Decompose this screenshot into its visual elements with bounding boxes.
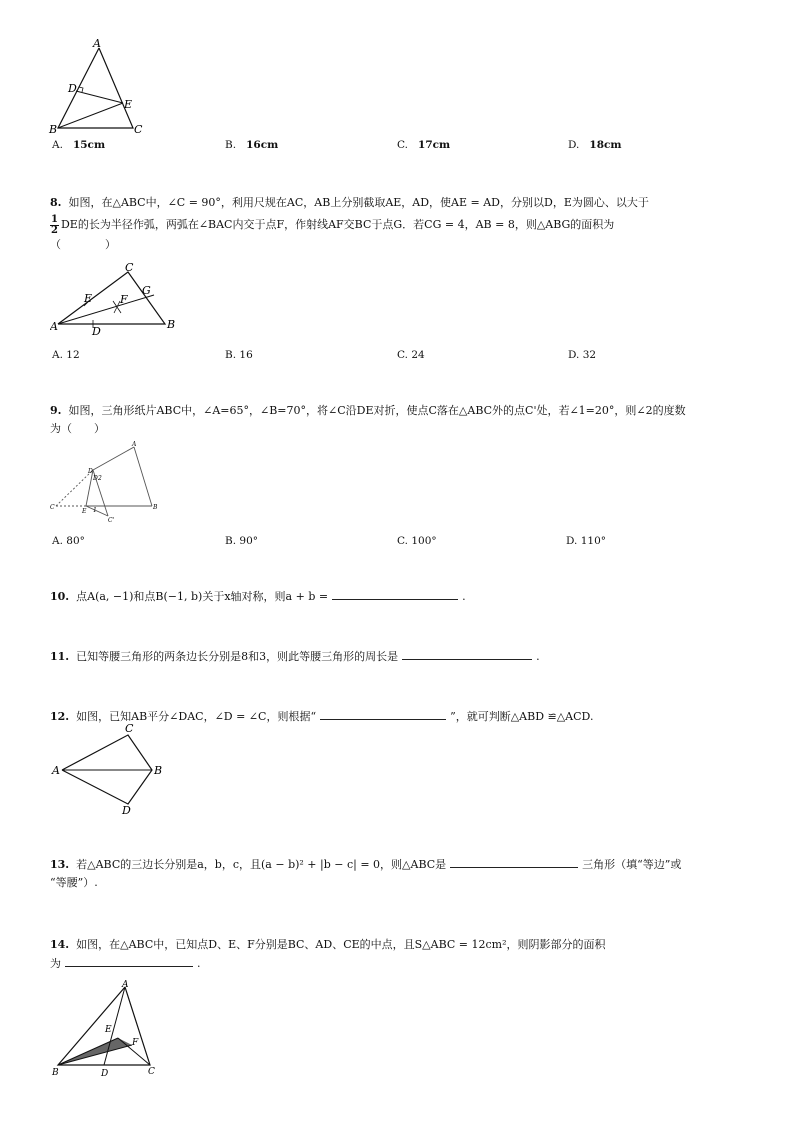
label-C-prime: C' (108, 517, 115, 524)
fraction-half: $\frac{1}{2}$ (51, 213, 58, 236)
label-D: D (122, 804, 131, 817)
label-A: A (50, 320, 58, 333)
label-angle-1: 1 (93, 507, 97, 514)
label-B: B (49, 123, 58, 136)
q14-line2: 为 . (50, 953, 750, 975)
label-G: G (142, 284, 151, 297)
q8-answer-paren: （ ） (50, 238, 116, 251)
label-E: E (82, 508, 87, 515)
q11-answer-blank[interactable] (402, 647, 532, 660)
q7-option-d[interactable]: D. 18cm (568, 139, 622, 151)
label-C: C (50, 504, 55, 511)
label-D-small: D (93, 475, 98, 482)
q8-option-c[interactable]: C. 24 (397, 349, 425, 361)
q9-option-b[interactable]: B. 90° (225, 535, 259, 547)
q8-option-b[interactable]: B. 16 (225, 349, 253, 361)
q13-line2: “等腰”）. (50, 876, 98, 889)
q12-answer-blank[interactable] (320, 707, 446, 720)
label-F: F (132, 1038, 139, 1048)
label-D: D (101, 1069, 109, 1079)
q13-answer-blank[interactable] (450, 855, 578, 868)
label-E: E (105, 1025, 112, 1035)
q10-answer-blank[interactable] (332, 587, 458, 600)
q13-line1: 13. 若△ABC的三边长分别是a，b，c，且(a − b)² + |b − c| = 0，则△ABC是 三角形（填“等边”或 (50, 854, 750, 876)
q9-option-c[interactable]: C. 100° (397, 535, 437, 547)
label-D: D (92, 325, 101, 337)
figure-q12-quadrilateral (50, 720, 175, 820)
q12-line: 12. 如图，已知AB平分∠DAC，∠D = ∠C，则根据“ ”，就可判断△ABD ≌△ACD. (50, 706, 750, 728)
figure-q7-triangle (48, 36, 158, 136)
label-D: D (88, 468, 93, 475)
label-E: E (84, 292, 93, 305)
q9-option-a[interactable]: A. 80° (52, 535, 85, 547)
label-A: A (93, 37, 101, 50)
label-A: A (122, 980, 129, 990)
q7-option-c[interactable]: C. 17cm (397, 139, 451, 151)
q9-option-d[interactable]: D. 110° (566, 535, 607, 547)
label-B: B (153, 504, 158, 511)
label-C: C (148, 1067, 155, 1077)
q14-answer-blank[interactable] (65, 954, 193, 967)
label-B: B (52, 1068, 59, 1078)
label-C: C (134, 123, 143, 136)
q7-option-b[interactable]: B. 16cm (225, 139, 279, 151)
label-C: C (125, 262, 134, 274)
q8-option-d[interactable]: D. 32 (568, 349, 597, 361)
q7-option-a[interactable]: A. 15cm (52, 139, 106, 151)
figure-q9-folded-triangle (48, 440, 168, 525)
label-B: B (167, 318, 176, 331)
q9-line1: 9. 如图，三角形纸片ABC中，∠A=65°，∠B=70°，将∠C沿DE对折，使点C落在△ABC外的点C'处，若∠1=20°，则∠2的度数 (50, 404, 686, 417)
q8-line2: $\frac{1}{2}$ DE的长为半径作弧，两弧在∠BAC内交于点F，作射线AF交BC于点G．若CG = 4，AB = 8，则△ABG的面积为 (51, 213, 615, 236)
label-C: C (125, 722, 134, 735)
q10-line: 10. 点A(a, −1)和点B(−1, b)关于x轴对称，则a + b = . (50, 586, 750, 608)
q9-line2: 为（ ） (50, 422, 105, 435)
label-angle-2: 2 (98, 475, 102, 482)
figure-q14-triangle-shaded (50, 978, 165, 1080)
figure-q8-triangle (50, 262, 185, 337)
q14-line1: 14. 如图，在△ABC中，已知点D、E、F分别是BC、AD、CE的中点，且S△ABC = 12cm²，则阴影部分的面积 (50, 938, 606, 951)
q8-option-a[interactable]: A. 12 (52, 349, 80, 361)
label-A: A (52, 764, 60, 777)
label-D: D (68, 82, 77, 95)
q11-line: 11. 已知等腰三角形的两条边长分别是8和3，则此等腰三角形的周长是 . (50, 646, 750, 668)
label-A: A (132, 441, 137, 448)
q8-line1: 8. 如图，在△ABC中，∠C = 90°，利用尺规在AC，AB上分别截取AE，AD，使AE = AD，分别以D，E为圆心、以大于 (50, 196, 649, 209)
label-F: F (120, 293, 128, 306)
label-E: E (124, 98, 133, 111)
label-B: B (154, 764, 163, 777)
